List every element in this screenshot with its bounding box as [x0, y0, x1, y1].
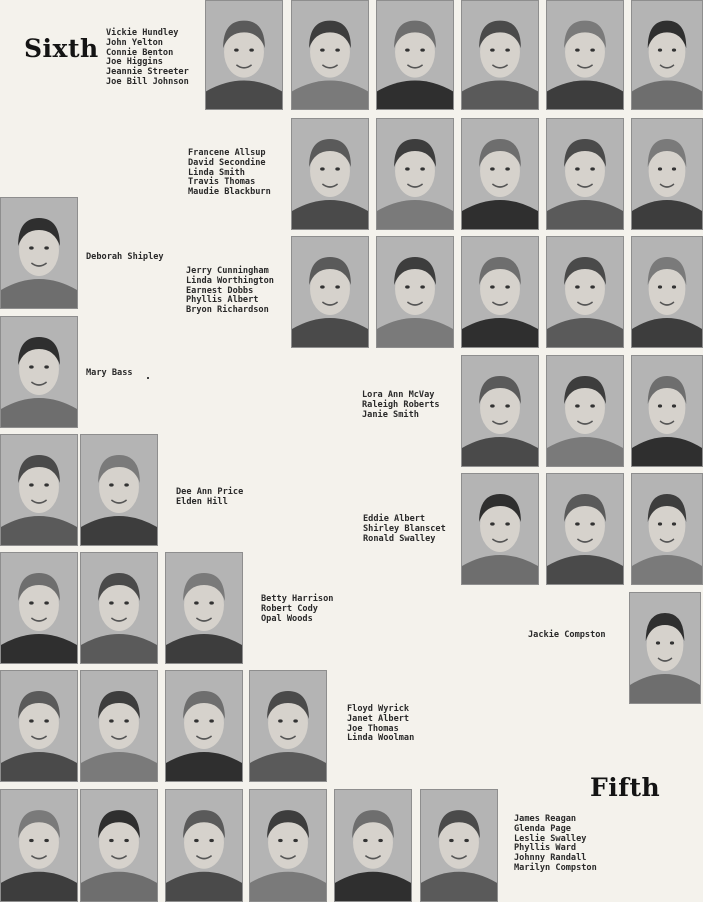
student-portrait — [631, 236, 703, 348]
student-portrait — [546, 355, 624, 467]
student-portrait — [291, 118, 369, 230]
student-portrait — [376, 0, 454, 110]
portrait-silhouette — [166, 671, 242, 781]
portrait-silhouette — [250, 790, 326, 901]
student-name: Opal Woods — [261, 613, 313, 624]
student-name: Bryon Richardson — [186, 305, 269, 316]
student-portrait — [631, 118, 703, 230]
name-list-g7 — [176, 488, 243, 508]
name-list-g5 — [86, 369, 133, 379]
name-list-g11 — [347, 705, 414, 744]
student-portrait — [461, 0, 539, 110]
portrait-silhouette — [206, 1, 282, 109]
student-name: Phyllis Albert — [186, 295, 259, 306]
portrait-silhouette — [547, 119, 623, 229]
name-list-g8 — [363, 515, 446, 544]
student-portrait — [249, 789, 327, 902]
portrait-silhouette — [547, 1, 623, 109]
name-list-g12 — [514, 815, 597, 874]
section-heading-fifth: Fifth — [590, 773, 661, 802]
student-portrait — [461, 236, 539, 348]
portrait-silhouette — [1, 317, 77, 427]
name-list-g9 — [528, 631, 606, 641]
student-name: Betty Harrison — [261, 594, 334, 604]
student-name: Vickie Hundley — [106, 28, 179, 38]
name-list-g6 — [362, 391, 440, 420]
portrait-silhouette — [421, 790, 497, 901]
student-name: Mary Bass — [86, 368, 133, 378]
student-name: Floyd Wyrick — [347, 704, 410, 714]
student-portrait — [0, 197, 78, 309]
student-portrait — [249, 670, 327, 782]
student-portrait — [0, 434, 78, 546]
student-name: Glenda Page — [514, 823, 571, 834]
student-name: Joe Thomas — [347, 723, 399, 734]
name-list-g10 — [261, 595, 333, 624]
student-portrait — [376, 118, 454, 230]
student-portrait — [461, 473, 539, 585]
student-name: Phyllis Ward — [514, 843, 577, 854]
portrait-silhouette — [250, 671, 326, 781]
portrait-silhouette — [462, 356, 538, 466]
student-portrait — [461, 355, 539, 467]
student-name: Maudie Blackburn — [188, 187, 271, 198]
student-portrait — [165, 552, 243, 664]
portrait-silhouette — [292, 1, 368, 109]
name-list-g2 — [188, 149, 271, 198]
portrait-silhouette — [292, 237, 368, 347]
student-portrait — [80, 789, 158, 902]
student-name: Raleigh Roberts — [362, 399, 440, 410]
name-list-g4 — [186, 267, 274, 316]
portrait-silhouette — [377, 237, 453, 347]
portrait-silhouette — [547, 474, 623, 584]
name-list-g3 — [86, 253, 164, 263]
student-name: John Yelton — [106, 37, 163, 48]
portrait-silhouette — [81, 553, 157, 663]
stray-dot — [147, 377, 149, 379]
student-name: Jerry Cunningham — [186, 266, 269, 276]
student-portrait — [80, 670, 158, 782]
student-name: Robert Cody — [261, 603, 318, 614]
student-portrait — [376, 236, 454, 348]
student-name: Elden Hill — [176, 496, 228, 507]
portrait-silhouette — [462, 1, 538, 109]
portrait-silhouette — [462, 474, 538, 584]
portrait-silhouette — [632, 356, 702, 466]
student-name: Dee Ann Price — [176, 487, 244, 497]
student-name: David Secondine — [188, 157, 266, 168]
portrait-silhouette — [632, 474, 702, 584]
student-portrait — [165, 670, 243, 782]
student-portrait — [546, 118, 624, 230]
portrait-silhouette — [630, 593, 700, 703]
portrait-silhouette — [462, 119, 538, 229]
section-heading-sixth: Sixth — [24, 34, 99, 63]
student-name: Johnny Randall — [514, 853, 587, 864]
student-portrait — [546, 0, 624, 110]
student-portrait — [165, 789, 243, 902]
student-portrait — [0, 670, 78, 782]
student-portrait — [0, 789, 78, 902]
portrait-silhouette — [1, 553, 77, 663]
portrait-silhouette — [377, 119, 453, 229]
portrait-silhouette — [1, 435, 77, 545]
student-portrait — [0, 552, 78, 664]
student-name: Travis Thomas — [188, 177, 256, 188]
student-portrait — [631, 355, 703, 467]
student-name: Ronald Swalley — [363, 533, 436, 544]
portrait-silhouette — [292, 119, 368, 229]
student-portrait — [631, 0, 703, 110]
student-name: Jackie Compston — [528, 630, 606, 640]
student-name: Jeannie Streeter — [106, 67, 189, 78]
student-portrait — [334, 789, 412, 902]
student-name: Francene Allsup — [188, 148, 266, 158]
portrait-silhouette — [377, 1, 453, 109]
portrait-silhouette — [1, 671, 77, 781]
student-portrait — [420, 789, 498, 902]
student-name: Joe Higgins — [106, 57, 163, 68]
portrait-silhouette — [166, 553, 242, 663]
student-portrait — [0, 316, 78, 428]
student-portrait — [205, 0, 283, 110]
student-portrait — [291, 0, 369, 110]
student-name: Connie Benton — [106, 47, 174, 58]
portrait-silhouette — [547, 237, 623, 347]
student-portrait — [80, 552, 158, 664]
portrait-silhouette — [632, 1, 702, 109]
student-name: Leslie Swalley — [514, 833, 587, 844]
student-name: Earnest Dobbs — [186, 285, 254, 296]
student-portrait — [291, 236, 369, 348]
portrait-silhouette — [81, 790, 157, 901]
student-portrait — [80, 434, 158, 546]
portrait-silhouette — [632, 237, 702, 347]
portrait-silhouette — [462, 237, 538, 347]
student-portrait — [631, 473, 703, 585]
student-portrait — [629, 592, 701, 704]
student-name: Joe Bill Johnson — [106, 76, 189, 87]
student-name: Linda Smith — [188, 167, 245, 178]
student-name: Marilyn Compston — [514, 862, 597, 873]
portrait-silhouette — [335, 790, 411, 901]
portrait-silhouette — [81, 671, 157, 781]
student-portrait — [546, 473, 624, 585]
student-name: Deborah Shipley — [86, 252, 164, 262]
portrait-silhouette — [81, 435, 157, 545]
student-name: Linda Woolman — [347, 733, 415, 744]
portrait-silhouette — [1, 198, 77, 308]
student-name: Shirley Blanscet — [363, 523, 446, 534]
portrait-silhouette — [166, 790, 242, 901]
student-name: Janet Albert — [347, 713, 410, 724]
portrait-silhouette — [632, 119, 702, 229]
student-name: Linda Worthington — [186, 275, 274, 286]
student-portrait — [546, 236, 624, 348]
student-name: Janie Smith — [362, 409, 419, 420]
portrait-silhouette — [547, 356, 623, 466]
portrait-silhouette — [1, 790, 77, 901]
student-portrait — [461, 118, 539, 230]
student-name: James Reagan — [514, 814, 577, 824]
student-name: Eddie Albert — [363, 514, 426, 524]
student-name: Lora Ann McVay — [362, 390, 435, 400]
name-list-g1 — [106, 29, 189, 88]
